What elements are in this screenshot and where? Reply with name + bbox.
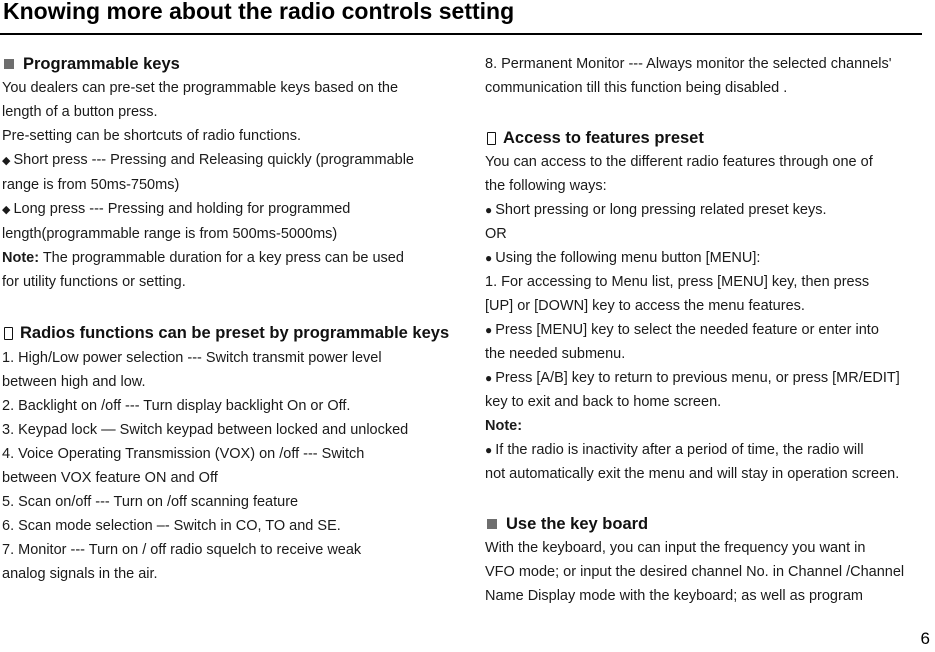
or-text: OR	[485, 226, 507, 242]
keyboard-heading: Use the key board	[485, 512, 927, 536]
paragraph-line: for utility functions or setting.	[2, 274, 186, 290]
paragraph-line: the needed submenu.	[485, 346, 626, 362]
bullet-item: ● Using the following menu button [MENU]:	[485, 250, 761, 266]
square-bullet-icon	[487, 519, 497, 529]
paragraph-line: You can access to the different radio features through one of	[485, 154, 873, 170]
paragraph-line: VFO mode; or input the desired channel No. in Channel /Channel	[485, 564, 905, 580]
diamond-bullet-icon: ◆	[2, 204, 11, 216]
checkbox-outline-icon	[487, 132, 496, 145]
paragraph-line: the following ways:	[485, 178, 607, 194]
list-item: 2. Backlight on /off --- Turn display backlight On or Off.	[2, 398, 351, 414]
long-press-item: ◆ Long press --- Pressing and holding for programmed	[2, 201, 351, 217]
circle-bullet-icon: ●	[485, 443, 493, 457]
programmable-keys-heading: Programmable keys	[2, 52, 457, 76]
paragraph-line: Name Display mode with the keyboard; as well as program	[485, 588, 863, 604]
list-item: 7. Monitor --- Turn on / off radio squelch to receive weak	[2, 542, 362, 558]
note-label: Note:	[485, 418, 523, 434]
list-item: 3. Keypad lock — Switch keypad between locked and unlocked	[2, 422, 409, 438]
diamond-bullet-icon: ◆	[2, 155, 11, 167]
paragraph-line: length(programmable range is from 500ms-5000ms)	[2, 226, 338, 242]
bullet-item: ● If the radio is inactivity after a period of time, the radio will	[485, 442, 864, 458]
radio-functions-heading: Radios functions can be preset by programmable keys	[2, 320, 457, 346]
list-item: analog signals in the air.	[2, 566, 158, 582]
list-item: 8. Permanent Monitor --- Always monitor the selected channels'	[485, 56, 892, 72]
paragraph-line: With the keyboard, you can input the frequency you want in	[485, 540, 866, 556]
paragraph-line: not automatically exit the menu and will stay in operation screen.	[485, 466, 900, 482]
circle-bullet-icon: ●	[485, 251, 493, 265]
list-item: between high and low.	[2, 374, 146, 390]
circle-bullet-icon: ●	[485, 323, 493, 337]
note-label: Note:	[2, 250, 40, 266]
paragraph-line: range is from 50ms-750ms)	[2, 177, 180, 193]
bullet-item: ● Press [A/B] key to return to previous menu, or press [MR/EDIT]	[485, 370, 900, 386]
paragraph-line: length of a button press.	[2, 104, 158, 120]
page-title: Knowing more about the radio controls setting	[3, 0, 515, 24]
list-item: 4. Voice Operating Transmission (VOX) on /off --- Switch	[2, 446, 365, 462]
circle-bullet-icon: ●	[485, 203, 493, 217]
note-line: Note: The programmable duration for a key press can be used	[2, 250, 404, 266]
bullet-item: ● Press [MENU] key to select the needed feature or enter into	[485, 322, 879, 338]
short-press-item: ◆ Short press --- Pressing and Releasing quickly (programmable	[2, 152, 414, 168]
paragraph-line: [UP] or [DOWN] key to access the menu features.	[485, 298, 805, 314]
paragraph-line: key to exit and back to home screen.	[485, 394, 722, 410]
access-features-heading: Access to features preset	[485, 126, 927, 150]
list-item: 1. High/Low power selection --- Switch transmit power level	[2, 350, 382, 366]
paragraph-line: You dealers can pre-set the programmable keys based on the	[2, 80, 399, 96]
list-item: communication till this function being disabled .	[485, 80, 788, 96]
list-item: between VOX feature ON and Off	[2, 470, 218, 486]
right-column	[485, 52, 927, 608]
title-rule	[0, 33, 922, 35]
paragraph-line: Pre-setting can be shortcuts of radio functions.	[2, 128, 302, 144]
paragraph-line: 1. For accessing to Menu list, press [MENU] key, then press	[485, 274, 870, 290]
list-item: 5. Scan on/off --- Turn on /off scanning feature	[2, 494, 299, 510]
checkbox-outline-icon	[4, 327, 13, 340]
page-number: 6	[920, 629, 930, 648]
bullet-item: ● Short pressing or long pressing related preset keys.	[485, 202, 827, 218]
square-bullet-icon	[4, 59, 14, 69]
circle-bullet-icon: ●	[485, 371, 493, 385]
left-column	[2, 52, 457, 586]
list-item: 6. Scan mode selection –- Switch in CO, TO and SE.	[2, 518, 341, 534]
